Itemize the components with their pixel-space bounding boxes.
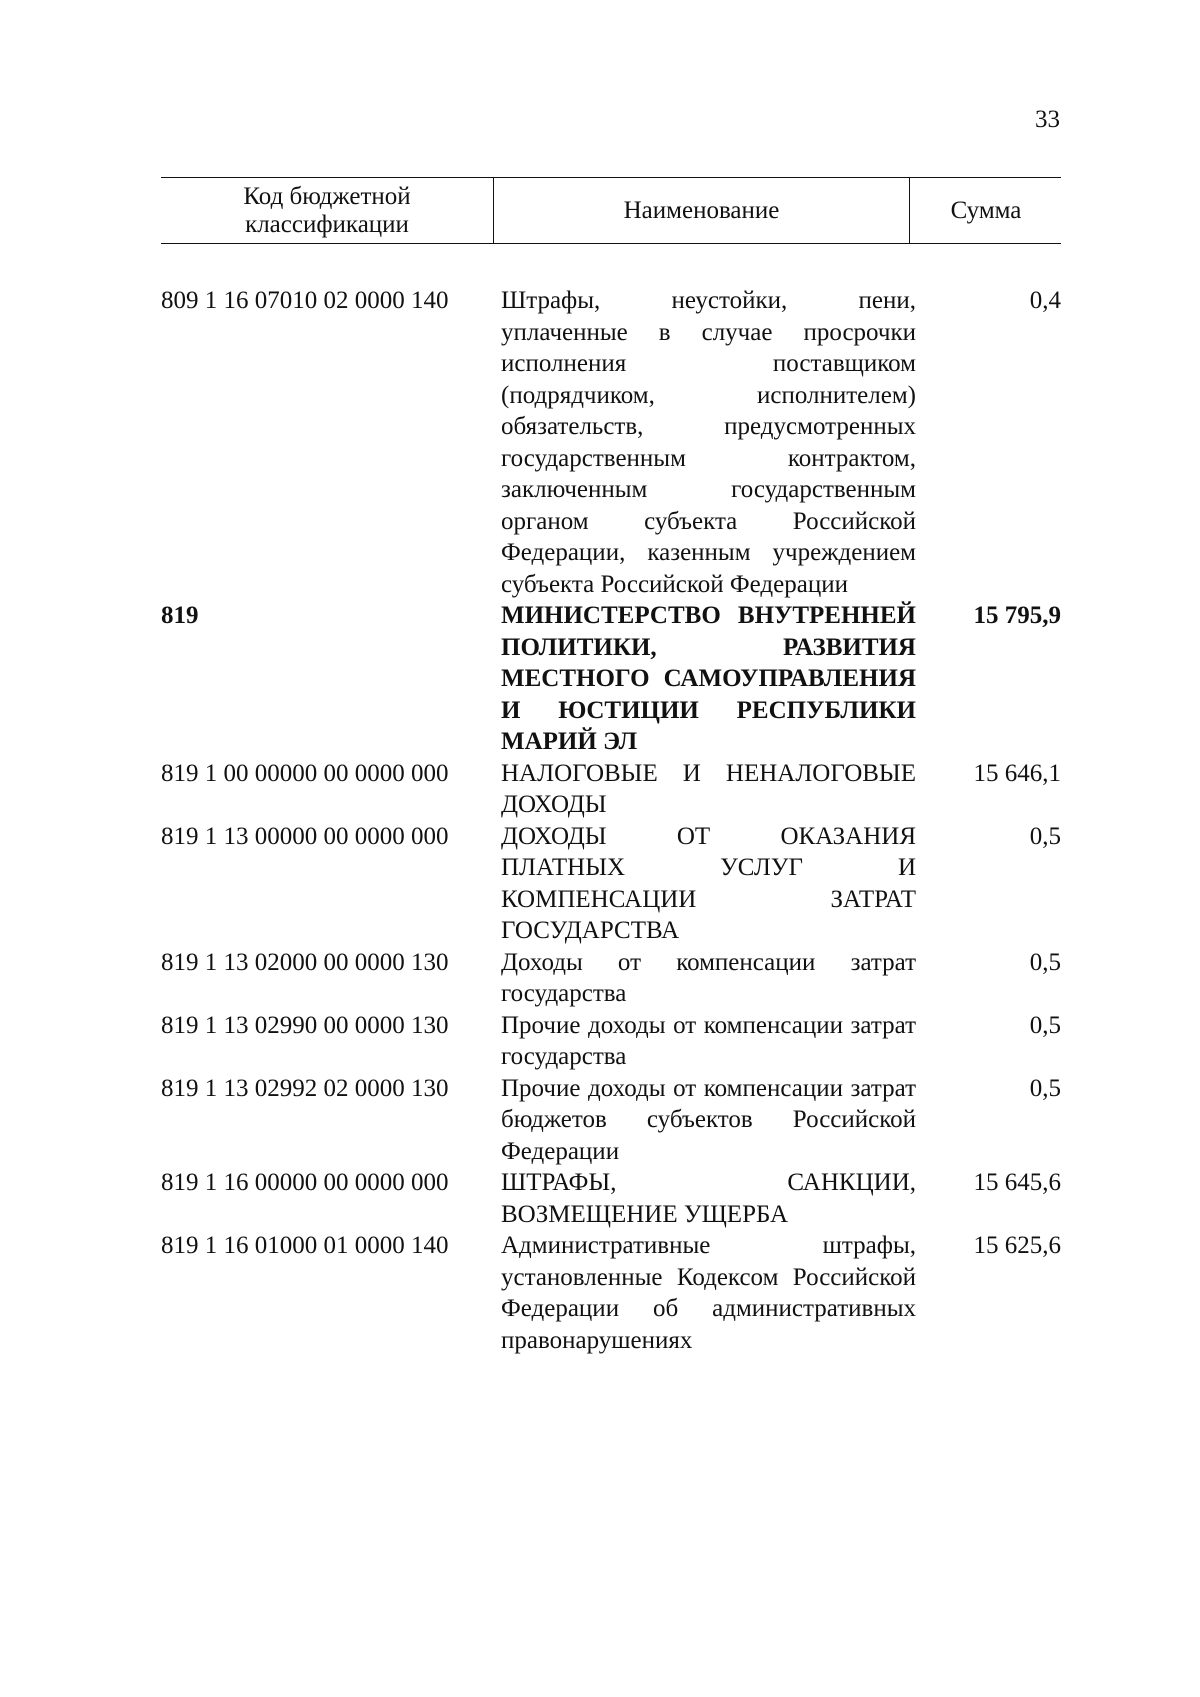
table-row (161, 947, 1061, 1010)
row-name: Прочие доходы от компенсации затрат бюджетов субъектов Российской Федерации (501, 1074, 916, 1165)
table-row (161, 821, 1061, 947)
table-row (161, 1230, 1061, 1356)
row-name: Прочие доходы от компенсации затрат государства (501, 1011, 916, 1070)
page-number: 33 (1035, 106, 1060, 133)
row-code: 819 1 13 02000 00 0000 130 (161, 948, 449, 976)
row-sum: 15 645,6 (973, 1169, 1061, 1196)
row-sum: 0,4 (1029, 287, 1061, 314)
row-code: 809 1 16 07010 02 0000 140 (161, 287, 449, 314)
row-sum: 0,5 (1029, 822, 1061, 850)
table-row (161, 1073, 1061, 1168)
header-code: Код бюджетной классификации (243, 182, 411, 238)
table-row (161, 758, 1061, 821)
table-body (161, 285, 1061, 1356)
table-header (161, 177, 1061, 244)
row-name: ДОХОДЫ ОТ ОКАЗАНИЯ ПЛАТНЫХ УСЛУГ И КОМПЕНСАЦИИ ЗАТРАТ ГОСУДАРСТВА (501, 822, 916, 944)
row-code: 819 1 16 01000 01 0000 140 (161, 1232, 449, 1259)
row-code: 819 1 13 02990 00 0000 130 (161, 1011, 449, 1039)
row-sum: 15 646,1 (973, 759, 1061, 787)
row-name: Штрафы, неустойки, пени, уплаченные в случае просрочки исполнения поставщиком (подрядчиком, исполнителем) обязательств, предусмотренных государственным контрактом, заключенным государственным органом субъекта Российской Федерации, казенным учреждением субъекта Российской Федерации (501, 287, 916, 598)
header-sum: Сумма (950, 196, 1022, 224)
row-name: ШТРАФЫ, САНКЦИИ, ВОЗМЕЩЕНИЕ УЩЕРБА (501, 1169, 916, 1228)
row-name: Административные штрафы, установленные Кодексом Российской Федерации об административных правонарушениях (501, 1232, 916, 1354)
row-sum: 0,5 (1029, 1011, 1061, 1039)
table-row (161, 285, 1061, 600)
table-row (161, 1167, 1061, 1230)
row-name: Доходы от компенсации затрат государства (501, 948, 916, 1007)
row-sum: 15 625,6 (973, 1232, 1061, 1259)
table-row (161, 600, 1061, 758)
header-name: Наименование (493, 178, 910, 243)
row-name: НАЛОГОВЫЕ И НЕНАЛОГОВЫЕ ДОХОДЫ (501, 759, 916, 818)
row-code: 819 1 16 00000 00 0000 000 (161, 1169, 449, 1196)
row-sum: 0,5 (1029, 948, 1061, 976)
row-sum: 15 795,9 (973, 602, 1061, 629)
row-code: 819 1 13 00000 00 0000 000 (161, 822, 449, 850)
row-code: 819 1 00 00000 00 0000 000 (161, 759, 449, 787)
row-sum: 0,5 (1029, 1074, 1061, 1102)
row-name: МИНИСТЕРСТВО ВНУТРЕННЕЙ ПОЛИТИКИ, РАЗВИТИЯ МЕСТНОГО САМОУПРАВЛЕНИЯ И ЮСТИЦИИ РЕСПУБЛИКИ МАРИЙ ЭЛ (501, 602, 916, 755)
row-code: 819 (161, 602, 199, 629)
row-code: 819 1 13 02992 02 0000 130 (161, 1074, 449, 1102)
table-row (161, 1010, 1061, 1073)
